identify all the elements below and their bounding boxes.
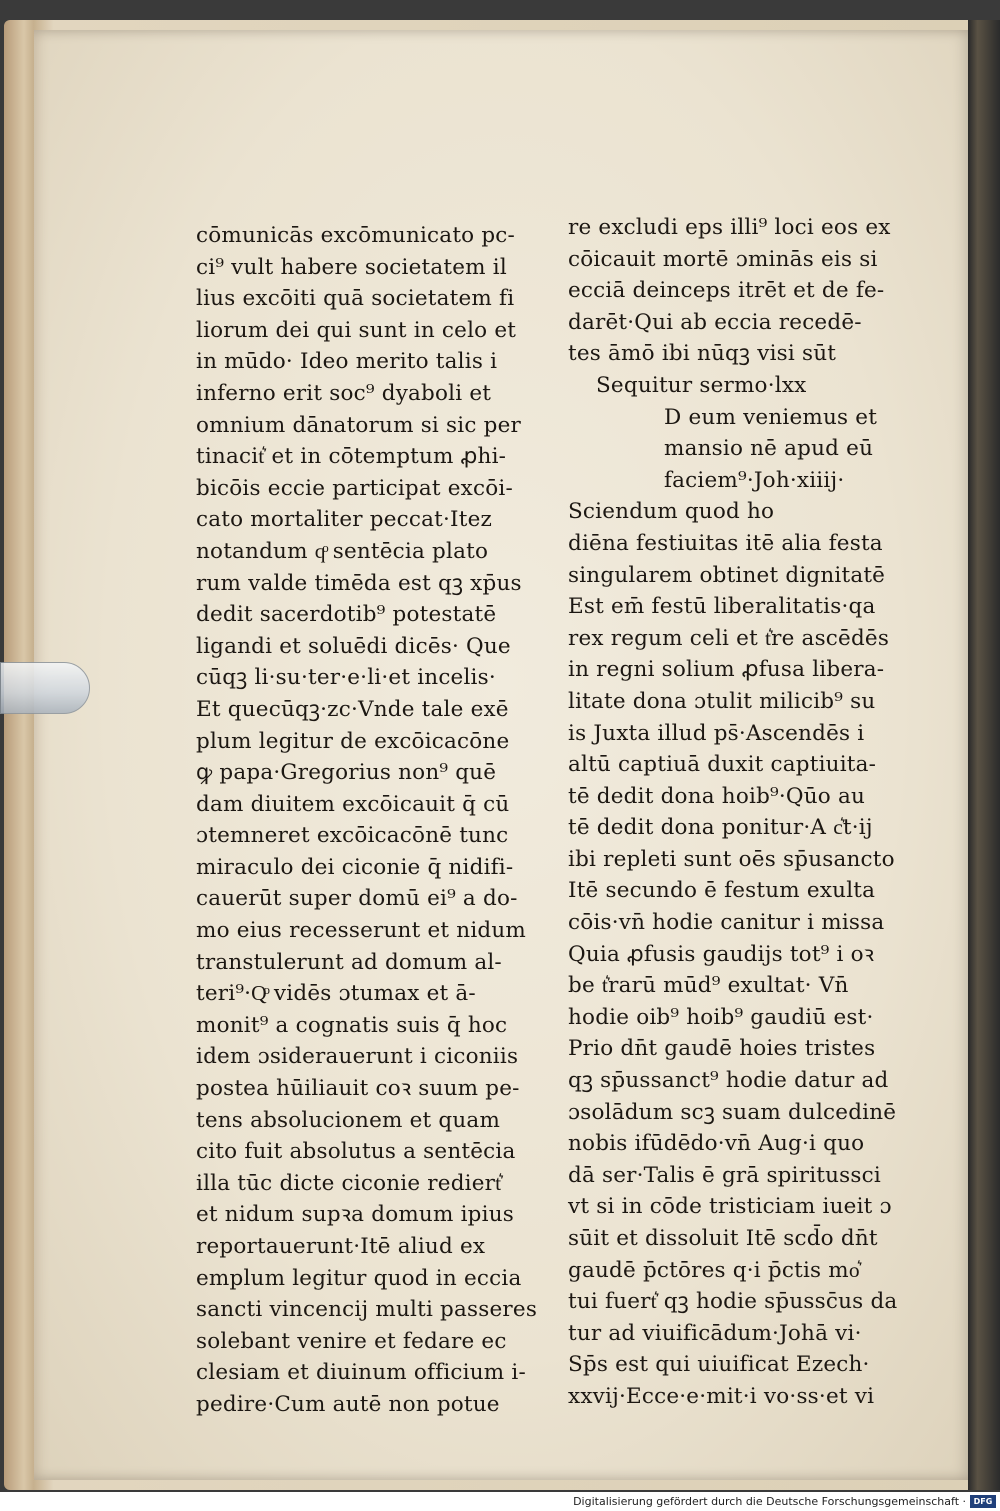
text-line: tinacit͛ et in cōtemptum ꝓhi- <box>196 444 507 470</box>
text-line: lius excōiti quā societatem fi <box>196 286 515 312</box>
text-line: hodie oib⁹ hoib⁹ gaudiū est· <box>568 1004 874 1030</box>
text-line: singularem obtinet dignitatē <box>568 562 886 588</box>
text-line: cūqꝫ li·su·ter·e·li·et incelis· <box>196 665 496 691</box>
text-line: cato mortaliter peccat·Itez <box>196 507 493 533</box>
right-column-top-block <box>568 212 891 370</box>
text-line: sūit et dissoluit Itē scd̄o dn̄t <box>568 1226 878 1251</box>
text-line: diēna festiuitas itē alia festa <box>568 530 883 556</box>
text-line: ecciā deinceps itrēt et de fe- <box>568 278 885 304</box>
text-line: mansio nē apud eū <box>664 436 874 462</box>
text-line: clesiam et diuinum officium i- <box>196 1360 526 1386</box>
right-column-bottom-block <box>568 496 898 1412</box>
text-line: postea hūiliauit coꝛ suum pe- <box>196 1076 520 1102</box>
text-line: ligandi et soluēdi dicēs· Que <box>196 633 511 659</box>
text-line: in regni solium ꝓfusa libera- <box>568 657 885 683</box>
text-line: tes āmō ibi nūqꝫ visi sūt <box>568 341 837 367</box>
text-line: Sp̄s est qui uiuificat Ezech· <box>568 1352 870 1378</box>
text-line: sancti vincencij multi passeres <box>196 1297 538 1323</box>
text-line: reportauerunt·Itē aliud ex <box>196 1234 486 1259</box>
footer-bar <box>0 1492 1000 1511</box>
text-line: cōicauit mortē ɔminās eis si <box>568 246 878 272</box>
text-line: pedire·Cum autē non potue <box>196 1391 500 1417</box>
text-line: Itē secundo ē festum exulta <box>568 878 876 904</box>
text-line: Quia ꝓfusis gaudijs tot⁹ i oꝛ <box>568 941 875 967</box>
text-line: notandum qͦ sentēcia plato <box>196 538 489 564</box>
text-line: Et quecūqꝫ·zc·Vnde tale exē <box>196 696 509 722</box>
text-line: litate dona ɔtulit milicib⁹ su <box>568 688 876 714</box>
sermon-heading: Sequitur sermo·lxx <box>596 372 807 398</box>
text-line: nobis ifūdēdo·vn̄ Aug·i quo <box>568 1131 865 1157</box>
text-line: rex regum celi et t͛re ascēdēs <box>568 625 890 651</box>
text-line: mo eius recesserunt et nidum <box>196 918 527 944</box>
page-gutter-shadow <box>968 20 1000 1490</box>
text-line: omnium dānatorum si sic per <box>196 412 521 438</box>
text-line: cauerūt super domū ei⁹ a do- <box>196 886 518 912</box>
text-line: faciem⁹·Joh·xiiij· <box>664 467 845 493</box>
text-line: Sciendum quod ho <box>568 499 775 525</box>
text-line: dam diuitem excōicauit q̄ cū <box>196 791 510 817</box>
text-line: et nidum supꝛa domum ipius <box>196 1202 514 1228</box>
text-line: plum legitur de excōicacōne <box>196 728 510 754</box>
text-line: in mūdo· Ideo merito talis i <box>196 349 498 375</box>
page-clip <box>0 662 90 714</box>
text-line: tur ad viuificādum·Johā vi· <box>568 1320 862 1346</box>
text-line: tē dedit dona ponitur·A c͛t·ij <box>568 815 873 841</box>
text-line: miraculo dei ciconie q̄ nidifi- <box>196 854 514 880</box>
text-line: xxvij·Ecce·e·mit·i vo·ss·et vi <box>568 1383 875 1409</box>
text-line: ci⁹ vult habere societatem il <box>196 254 507 280</box>
text-line: illa tūc dicte ciconie rediert͛ <box>196 1170 502 1196</box>
text-line: inferno erit soc⁹ dyaboli et <box>196 380 492 406</box>
dfg-logo: DFG <box>970 1495 996 1508</box>
text-line: monit⁹ a cognatis suis q̄ hoc <box>196 1012 508 1038</box>
text-line: ibi repleti sunt oēs sp̄usancto <box>568 846 895 872</box>
text-line: altū captiuā duxit captiuita- <box>568 752 877 778</box>
text-line: Est em̄ festū liberalitatis·qa <box>568 594 876 620</box>
text-line: solebant venire et fedare ec <box>196 1328 507 1354</box>
text-line: rum valde timēda est qꝫ xp̄us <box>196 570 522 596</box>
footer-credit: Digitalisierung gefördert durch die Deutsche Forschungsgemeinschaft · <box>573 1495 966 1508</box>
text-line: bicōis eccie participat excōi- <box>196 475 513 501</box>
text-line: dedit sacerdotib⁹ potestatē <box>196 602 497 628</box>
text-line: tens absolucionem et quam <box>196 1107 501 1133</box>
text-line: cito fuit absolutus a sentēcia <box>196 1139 516 1165</box>
text-line: darēt·Qui ab eccia recedē- <box>568 309 862 335</box>
text-line: tē dedit dona hoib⁹·Qūo au <box>568 783 866 809</box>
text-line: cōmunicās excōmunicato pc- <box>196 223 516 248</box>
text-line: cōis·vn̄ hodie canitur i missa <box>568 910 885 936</box>
text-line: is Juxta illud ps̄·Ascendēs i <box>568 720 865 746</box>
text-line: emplum legitur quod in eccia <box>196 1265 522 1291</box>
text-line: re excludi eps illi⁹ loci eos ex <box>568 215 891 240</box>
text-line: ɔtemneret excōicacōnē tunc <box>196 823 509 849</box>
right-text-column <box>568 212 898 1413</box>
text-line: transtulerunt ad domum al- <box>196 949 502 975</box>
text-line: ꝙ papa·Gregorius non⁹ quē <box>196 760 497 786</box>
text-line: vt si in cōde tristiciam iueit ɔ <box>568 1194 892 1220</box>
text-line: tui fuert͛ qꝫ hodie sp̄ussc̄us da <box>568 1289 898 1315</box>
left-text-column <box>196 220 538 1421</box>
text-line: D eum veniemus et <box>664 404 878 430</box>
text-line: gaudē p̄ctōres q·i p̄ctis mo͛ <box>568 1257 860 1283</box>
text-line: ɔsolādum scꝫ suam dulcedinē <box>568 1099 897 1125</box>
text-line: idem ɔsiderauerunt i ciconiis <box>196 1044 519 1070</box>
right-column-indented-block <box>568 402 878 497</box>
text-line: Prio dn̄t gaudē hoies tristes <box>568 1036 876 1062</box>
text-line: teri⁹·Qͦ vidēs ɔtumax et ā- <box>196 981 476 1007</box>
text-line: dā ser·Talis ē grā spiritussci <box>568 1162 881 1188</box>
text-line: liorum dei qui sunt in celo et <box>196 317 517 343</box>
text-line: qꝫ sp̄ussanct⁹ hodie datur ad <box>568 1068 889 1094</box>
text-line: be t͛rarū mūd⁹ exultat· Vn̄ <box>568 973 849 999</box>
